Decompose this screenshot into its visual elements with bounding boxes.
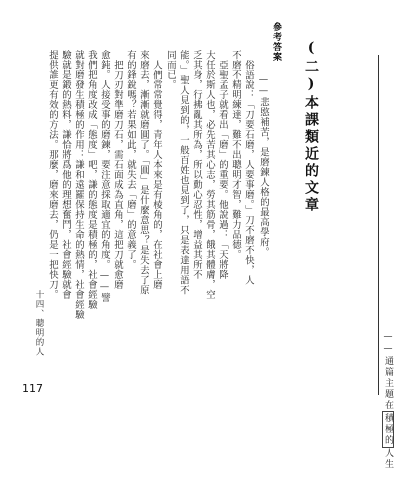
text-line-14: 我們把角度改成「態度」吧，謙的態度是積極的，社會經驗 [86, 50, 97, 310]
side-title [383, 332, 393, 470]
text-line-9: 人們常常覺得，青年人本來是有棱角的，在社會上磨 [151, 60, 162, 290]
text-line-2: 俗語說：「刀要石磨，人要事磨。」刀不磨不快，人 [243, 60, 254, 286]
text-line-4: 亞聖孟子就看出「磨」的重要。他說過：「天將降 [217, 60, 228, 280]
page-number: 117 [22, 382, 43, 395]
text-line-5: 大任於斯人也，必先苦其心志，勞其筋骨，餓其體膚，空 [204, 50, 215, 300]
text-line-11: 有的鋒銳嗎？若果如此，就失去「磨」的意義了。 [125, 50, 136, 270]
text-line-7: 能。」聖人見到的，一般百姓也見到了，只是表達用語不 [178, 50, 189, 296]
section-title: (二)本課類近的文章 [303, 40, 319, 214]
text-line-16: 驗就是鍛的熱料，謙恰將爲他的理想奮鬥，社會經驗就會 [60, 50, 71, 300]
text-line-6: 乏其身，行拂亂其所為，所以動心忍性，增益其所不 [191, 50, 202, 280]
side-divider [378, 55, 379, 395]
text-line-17: 提供誰更有效的方法。那麼，磨來磨去，仍是一把快刀。 [47, 50, 58, 300]
side-title-dash: —— [383, 332, 393, 356]
reference-answer-heading: 參考答案 [271, 22, 281, 62]
text-line-3: 不磨不精明練達，難不出聰明才智，難力品德。 [230, 50, 241, 260]
text-line-15: 就對磨發生積極的作用：謙和遠羅保持生命的熱情，社會經驗 [73, 50, 84, 320]
text-line-13: 愈鈍。人接受事的磨鍊，要注意採取適宜的角度。——譬 [99, 50, 110, 303]
side-title-boxed: 積極的 [383, 413, 393, 446]
text-line-1: ——悲愍補苦，是磨鍊人格的最高學府。 [258, 74, 269, 258]
chapter-caption: 十四、聰明的人 [34, 290, 44, 357]
side-title-tail: 人生 [383, 448, 393, 470]
text-line-8: 同而已。 [165, 50, 176, 90]
text-line-10: 來磨去，漸漸就磨圓了。「圓」是什麼意思？是失去了原 [138, 50, 149, 296]
text-line-12: 把刀刃對準磨刀石，需石面成為直角，這把刀就愈磨 [112, 60, 123, 290]
side-title-main: 通篇主題在 [383, 356, 393, 411]
